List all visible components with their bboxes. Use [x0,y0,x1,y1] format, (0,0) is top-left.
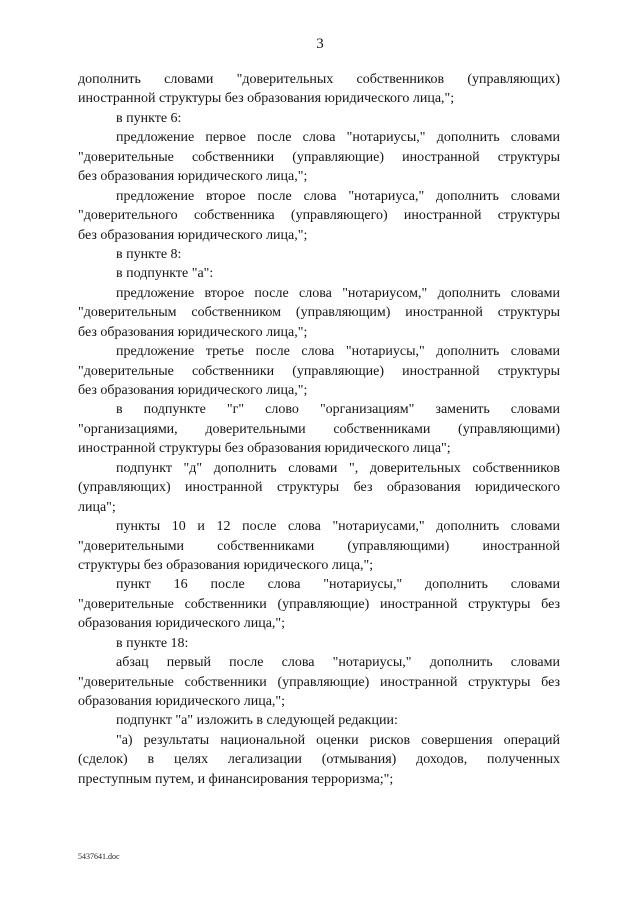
text-line: "доверительные собственники (управляющие) иностранной структуры без [78,596,560,612]
paragraph [78,342,560,400]
paragraph [78,459,560,517]
paragraph [78,109,560,128]
paragraph [78,128,560,186]
text-line: предложение первое после слова "нотариусы," дополнить словами [116,130,560,146]
text-line: пункт 16 после слова "нотариусы," дополнить словами [116,577,560,593]
paragraph [78,245,560,264]
text-line: дополнить словами "доверительных собственников (управляющих) [78,72,560,87]
text-line: "а) результаты национальной оценки рисков совершения операций [116,732,560,748]
text-line: преступным путем, и финансирования терроризма;"; [78,771,394,787]
text-line: "доверительные собственники (управляющие) иностранной структуры [78,363,560,379]
paragraph [78,70,560,109]
text-line: без образования юридического лица,"; [78,324,308,340]
text-line: иностранной структуры без образования юридического лица,"; [78,91,455,107]
file-name: 5437641.doc [78,852,120,861]
text-line: в пункте 6: [116,110,182,126]
paragraph [78,731,560,789]
paragraph [78,575,560,633]
paragraph [78,264,560,283]
text-line: абзац первый после слова "нотариусы," дополнить словами [116,655,560,671]
text-line: "организациями, доверительными собственниками (управляющими) [78,421,560,437]
paragraph [78,517,560,575]
text-line: предложение третье после слова "нотариусы," дополнить словами [116,344,560,360]
text-line: подпункт "а" изложить в следующей редакции: [116,713,398,729]
text-line: предложение второе после слова "нотариусом," дополнить словами [116,285,560,301]
text-line: без образования юридического лица,"; [78,383,308,398]
text-line: пункты 10 и 12 после слова "нотариусами," дополнить словами [116,519,560,535]
text-line: в подпункте "а": [116,266,214,282]
text-line: иностранной структуры без образования юридического лица"; [78,441,451,457]
text-line: в пункте 18: [116,635,189,651]
text-line: образования юридического лица,"; [78,616,286,632]
text-line: предложение второе после слова "нотариуса," дополнить словами [116,188,560,204]
page-number: 3 [316,36,324,52]
paragraph [78,653,560,711]
text-line: в пункте 8: [116,246,182,262]
paragraph [78,284,560,342]
document-body [78,70,560,789]
text-line: структуры без образования юридического лица,"; [78,557,374,573]
paragraph [78,187,560,245]
text-line: лица"; [78,499,116,515]
paragraph [78,634,560,653]
text-line: образования юридического лица,"; [78,694,286,709]
text-line: "доверительного собственника (управляющего) иностранной структуры [78,208,560,224]
text-line: "доверительные собственники (управляющие) иностранной структуры без [78,674,560,690]
text-line: "доверительным собственником (управляющим) иностранной структуры [78,305,560,321]
text-line: (сделок) в целях легализации (отмывания) доходов, полученных [78,752,560,768]
text-line: (управляющих) иностранной структуры без образования юридического [78,480,560,496]
text-line: без образования юридического лица,"; [78,169,308,185]
text-line: "доверительными собственниками (управляющими) иностранной [78,538,560,554]
text-line: в подпункте "г" слово "организациям" заменить словами [116,402,560,418]
text-line: без образования юридического лица,"; [78,227,308,243]
paragraph [78,400,560,458]
text-line: подпункт "д" дополнить словами ", доверительных собственников [116,460,560,476]
text-line: "доверительные собственники (управляющие) иностранной структуры [78,149,560,165]
paragraph [78,711,560,730]
